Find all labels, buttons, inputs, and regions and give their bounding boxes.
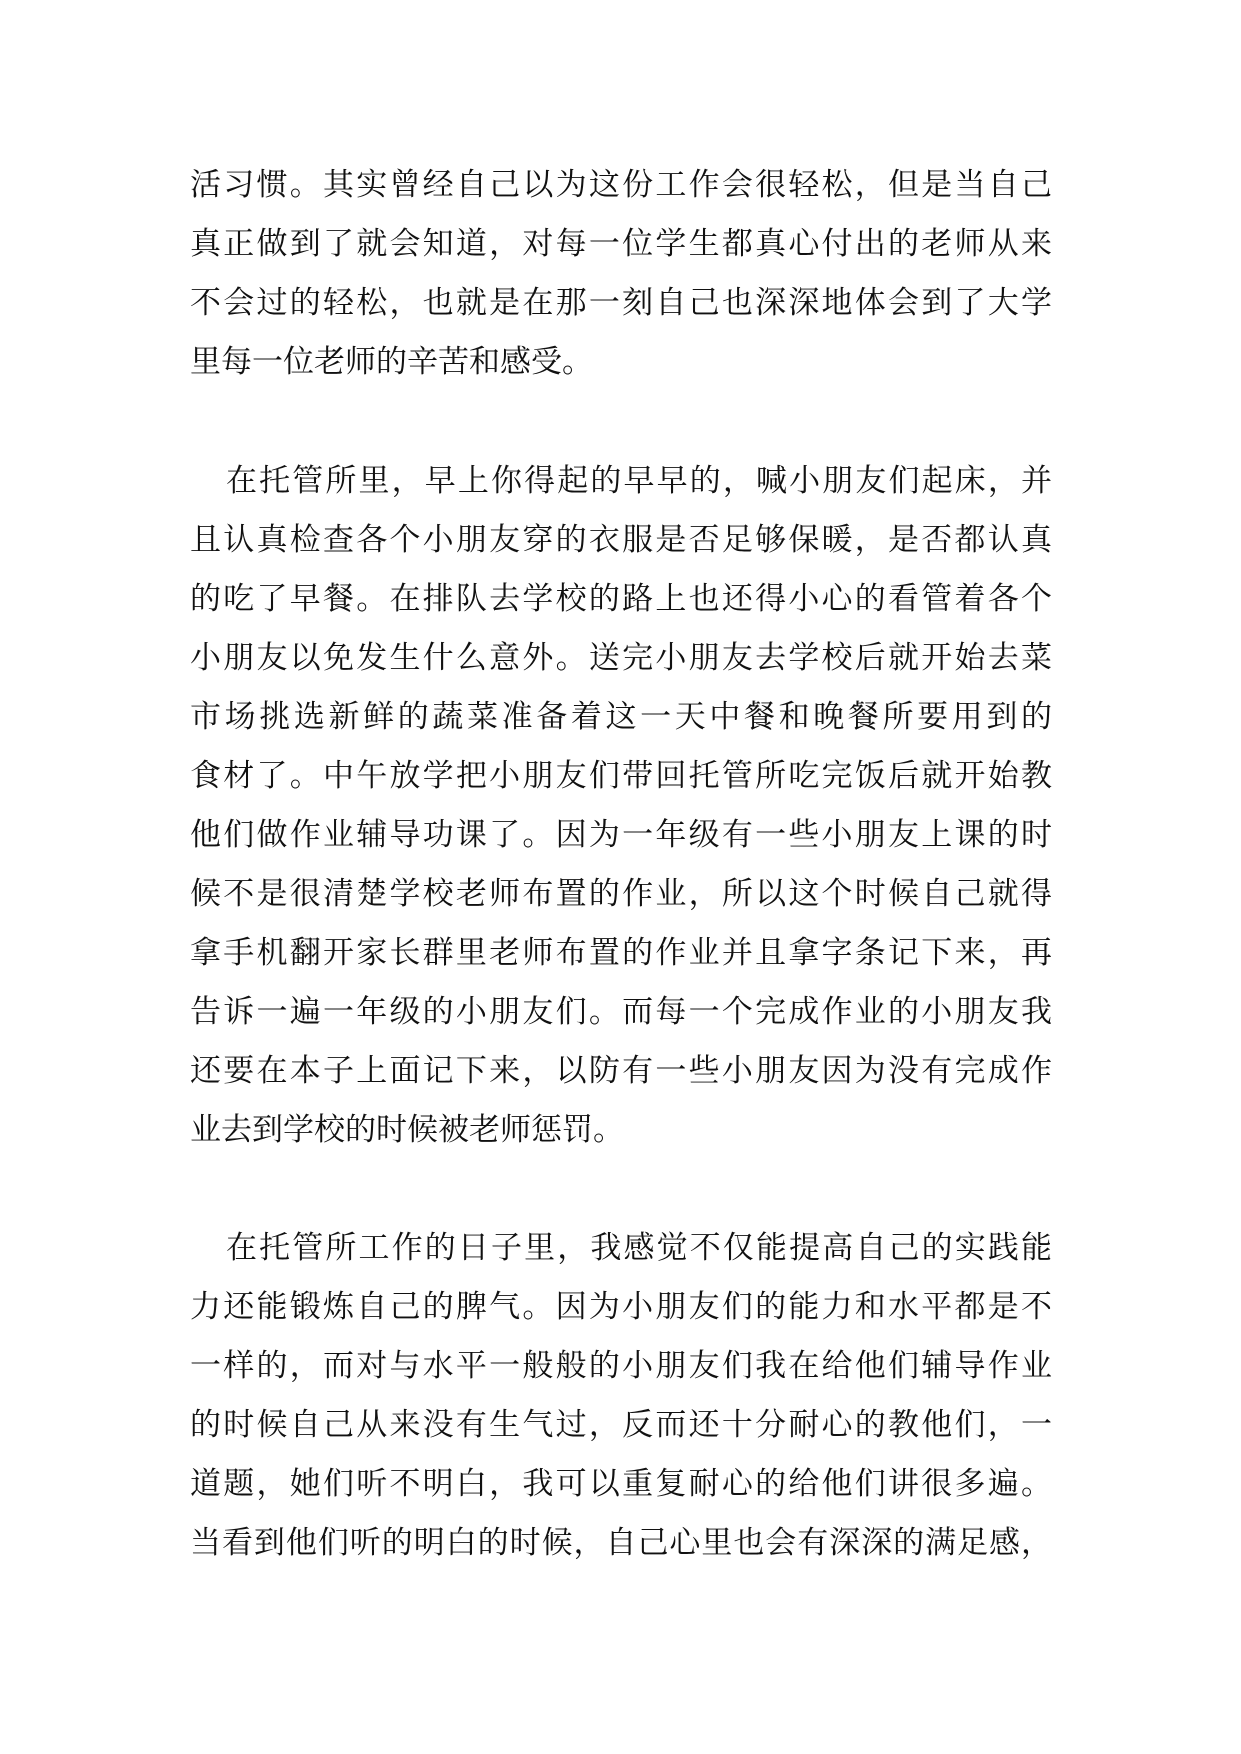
paragraph-line: 且认真检查各个小朋友穿的衣服是否足够保暖，是否都认真	[190, 522, 1052, 558]
paragraph-line: 业去到学校的时候被老师惩罚。	[190, 1112, 624, 1148]
paragraph-line: 不会过的轻松，也就是在那一刻自己也深深地体会到了大学	[190, 285, 1052, 321]
paragraph-line: 道题，她们听不明白，我可以重复耐心的给他们讲很多遍。	[190, 1466, 1052, 1502]
paragraph-line: 在托管所工作的日子里，我感觉不仅能提高自己的实践能	[226, 1230, 1052, 1266]
paragraph-2	[190, 452, 1052, 1160]
paragraph-line: 真正做到了就会知道，对每一位学生都真心付出的老师从来	[190, 226, 1052, 262]
paragraph-line: 小朋友以免发生什么意外。送完小朋友去学校后就开始去菜	[190, 640, 1052, 676]
paragraph-line: 里每一位老师的辛苦和感受。	[190, 344, 593, 380]
paragraph-line: 的时候自己从来没有生气过，反而还十分耐心的教他们，一	[190, 1407, 1052, 1443]
paragraph-line: 食材了。中午放学把小朋友们带回托管所吃完饭后就开始教	[190, 758, 1052, 794]
paragraph-line: 在托管所里，早上你得起的早早的，喊小朋友们起床，并	[226, 463, 1052, 499]
paragraph-line: 力还能锻炼自己的脾气。因为小朋友们的能力和水平都是不	[190, 1289, 1052, 1325]
paragraph-line: 活习惯。其实曾经自己以为这份工作会很轻松，但是当自己	[190, 167, 1052, 203]
paragraph-3	[190, 1219, 1052, 1573]
paragraph-1	[190, 156, 1052, 392]
paragraph-line: 当看到他们听的明白的时候，自己心里也会有深深的满足感，	[190, 1525, 1052, 1561]
paragraph-line: 拿手机翻开家长群里老师布置的作业并且拿字条记下来，再	[190, 935, 1052, 971]
paragraph-line: 还要在本子上面记下来，以防有一些小朋友因为没有完成作	[190, 1053, 1052, 1089]
paragraph-line: 他们做作业辅导功课了。因为一年级有一些小朋友上课的时	[190, 817, 1052, 853]
paragraph-line: 市场挑选新鲜的蔬菜准备着这一天中餐和晚餐所要用到的	[190, 699, 1052, 735]
paragraph-line: 候不是很清楚学校老师布置的作业，所以这个时候自己就得	[190, 876, 1052, 912]
paragraph-line: 一样的，而对与水平一般般的小朋友们我在给他们辅导作业	[190, 1348, 1052, 1384]
paragraph-line: 告诉一遍一年级的小朋友们。而每一个完成作业的小朋友我	[190, 994, 1052, 1030]
paragraph-line: 的吃了早餐。在排队去学校的路上也还得小心的看管着各个	[190, 581, 1052, 617]
